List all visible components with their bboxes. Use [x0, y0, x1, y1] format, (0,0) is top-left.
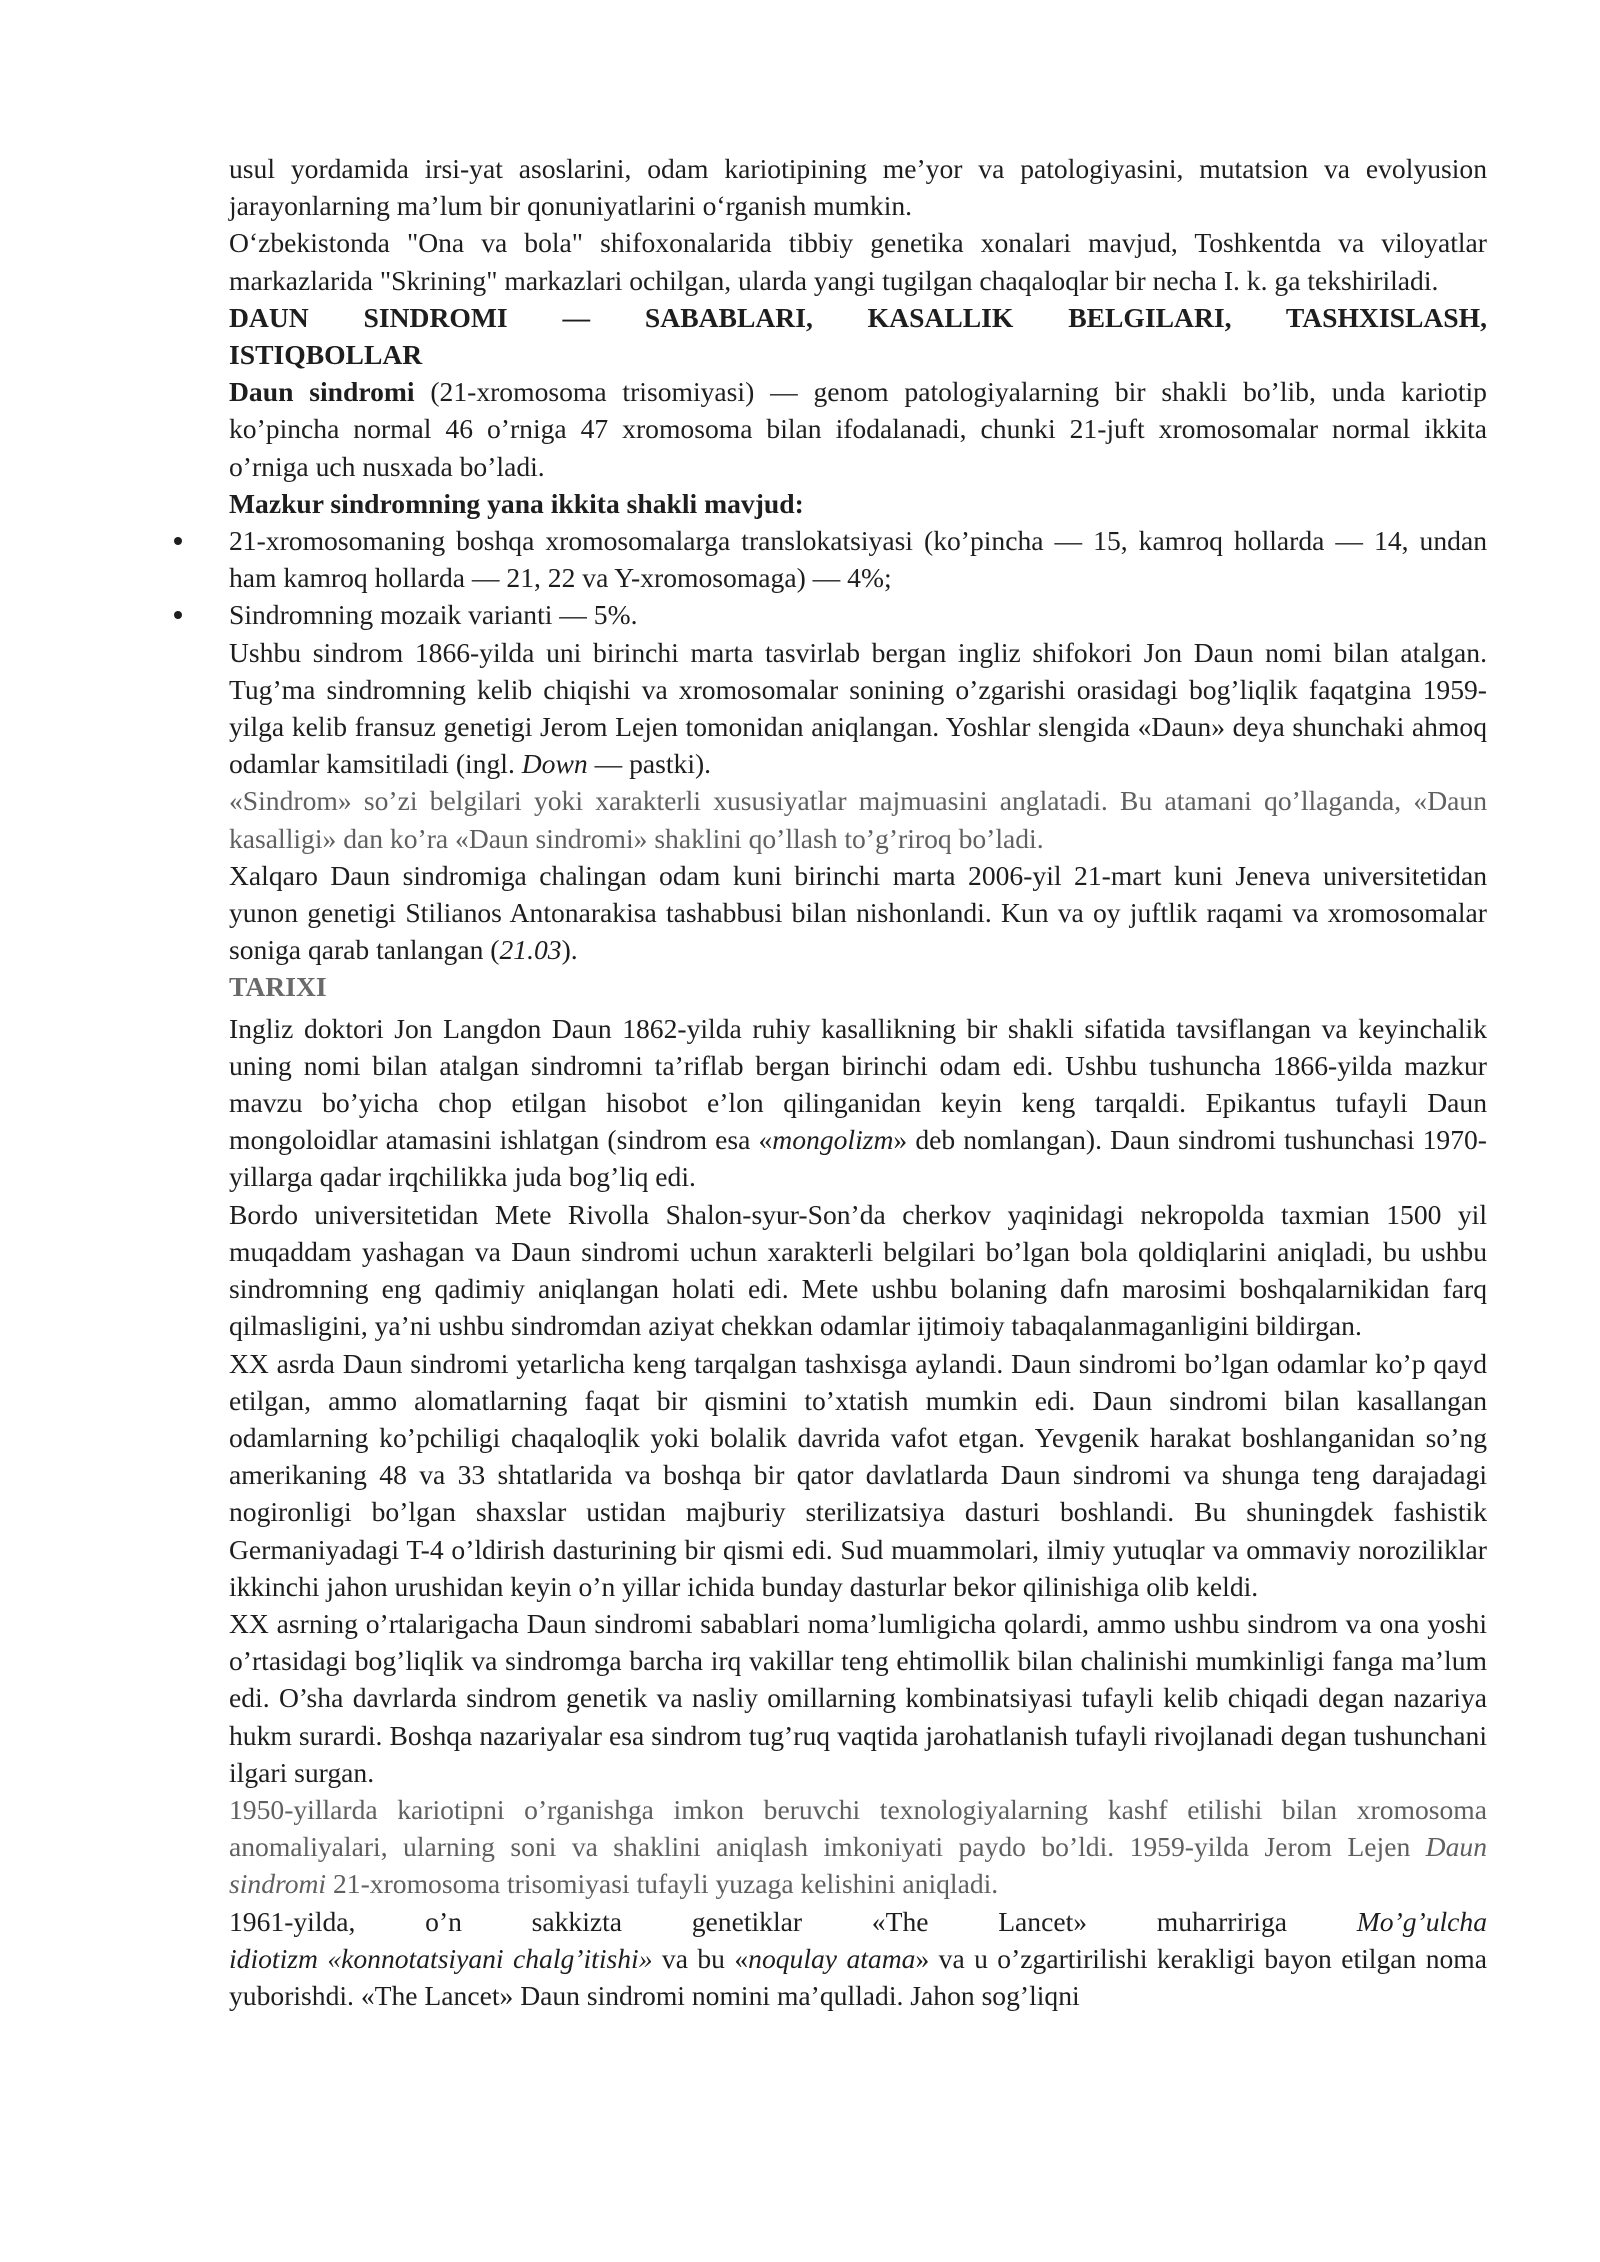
date-21-03: 21.03	[499, 934, 562, 966]
subheading-forms: Mazkur sindromning yana ikkita shakli mavjud:	[229, 487, 804, 519]
international-day-text-end: ).	[561, 934, 578, 966]
term-daun-sindromi: Daun sindromi	[229, 376, 415, 408]
paragraph-syndrome-term: «Sindrom» so’zi belgilari yoki xarakterli xususiyatlar majmuasini anglatadi. Bu atamani qo’llaganda, «Daun kasalligi» dan ko’ra «Daun sindromi» shaklini qo’llash to’g’riroq bo’ladi.	[229, 785, 1487, 854]
paragraph-history-5	[229, 1791, 1487, 1903]
history-5-text-end: 21-xromosoma trisomiyasi tufayli yuzaga kelishini aniqladi.	[326, 1868, 999, 1900]
bullet-icon	[174, 537, 182, 545]
definition-text: (21-xromosoma trisomiyasi) — genom patologiyalarning bir shakli bo’lib, unda kariotip ko’pincha normal 46 o’rniga 47 xromosoma bilan ifodalanadi, chunki 21-juft xromosomalar normal ikkita o’rniga uch nusxada bo’ladi.	[229, 376, 1487, 482]
term-noqulay-atama: noqulay atama	[748, 1942, 916, 1974]
term-mogulcha: Mo’g’ulcha	[1356, 1905, 1487, 1937]
history-5-text: 1950-yillarda kariotipni o’rganishga imkon beruvchi texnologiyalarning kashf etilishi bilan xromosoma anomaliyalari, ularning soni va shaklini aniqlash imkoniyati paydo bo’ldi. 1959-yilda Jerom Lejen	[229, 1793, 1487, 1863]
term-daun-sindromi-italic: Daun sindromi	[229, 1831, 1487, 1900]
naming-text: Ushbu sindrom 1866-yilda uni birinchi marta tasvirlab bergan ingliz shifokori Jon Daun nomi bilan atalgan. Tug’ma sindromning kelib chiqishi va xromosomalar sonining o’zgarishi orasidagi bog’liqlik faqatgina 1959-yilga kelib fransuz genetigi Jerom Lejen tomonidan aniqlangan. Yoshlar slengida «Daun» deya shunchaki ahmoq odamlar kamsitiladi (ingl.	[229, 636, 1487, 780]
naming-text-end: — pastki).	[587, 748, 712, 780]
forms-list	[229, 522, 1487, 634]
term-mongolizm: mongolizm	[772, 1124, 894, 1156]
section-heading: DAUN SINDROMI — SABABLARI, KASALLIK BELGILARI, TASHXISLASH, ISTIQBOLLAR	[229, 301, 1487, 371]
list-item-text: 21-xromosomaning boshqa xromosomalarga translokatsiyasi (ko’pincha — 15, kamroq hollarda — 14, undan ham kamroq hollarda — 21, 22 va Y-xromosomaga) — 4%;	[229, 525, 1487, 594]
paragraph-history-1	[229, 1010, 1487, 1196]
paragraph-history-2: Bordo universitetidan Mete Rivolla Shalon-syur-Son’da cherkov yaqinidagi nekropolda taxmian 1500 yil muqaddam yashagan va Daun sindromi uchun xarakterli belgilari bo’lgan bola qoldiqlarini aniqladi, bu ushbu sindromning eng qadimiy aniqlangan holati edi. Mete ushbu bolaning dafn marosimi boshqalarnikidan farq qilmasligini, ya’ni ushbu sindromdan aziyat chekkan odamlar ijtimoiy tabaqalanmaganligini bildirgan.	[229, 1198, 1487, 1342]
paragraph-history-4: XX asrning o’rtalarigacha Daun sindromi sabablari noma’lumligicha qolardi, ammo ushbu sindrom va ona yoshi o’rtasidagi bog’liqlik va sindromga barcha irq vakillar teng ehtimollik bilan chalinishi mumkinligi fanga ma’lum edi. O’sha davrlarda sindrom genetik va nasliy omillarning kombinatsiyasi tufayli kelib chiqadi degan nazariya hukm surardi. Boshqa nazariyalar esa sindrom tug’ruq vaqtida jarohatlanish tufayli rivojlanadi degan tushunchani ilgari surgan.	[229, 1607, 1487, 1788]
list-item-text: Sindromning mozaik varianti — 5%.	[229, 599, 638, 631]
paragraph-history-3: XX asrda Daun sindromi yetarlicha keng tarqalgan tashxisga aylandi. Daun sindromi bo’lgan odamlar ko’p qayd etilgan, ammo alomatlarning faqat bir qismini to’xtatish mumkin edi. Daun sindromi bilan kasallangan odamlarning ko’pchiligi chaqaloqlik yoki bolalik davrida vafot etgan. Yevgenik harakat boshlanganidan so’ng amerikaning 48 va 33 shtatlarida va boshqa bir qator davlatlarda Daun sindromi va shunga teng darajadagi nogironligi bo’lgan shaxslar ustidan majburiy sterilizatsiya dasturi boshlandi. Bu shuningdek fashistik Germaniyadagi T-4 o’ldirish dasturining bir qismi edi. Sud muammolari, ilmiy yutuqlar va ommaviy noroziliklar ikkinchi jahon urushidan keyin o’n yillar ichida bunday dasturlar bekor qilinishiga olib keldi.	[229, 1347, 1487, 1602]
paragraph-naming	[229, 634, 1487, 783]
international-day-text: Xalqaro Daun sindromiga chalingan odam kuni birinchi marta 2006-yil 21-mart kuni Jeneva universitetidan yunon genetigi Stilianos Antonarakisa tashabbusi bilan nishonlandi. Kun va oy juftlik raqami va xromosomalar soniga qarab tanlangan (	[229, 859, 1487, 966]
paragraph-uzbekistan-clinics: O‘zbekistonda "Ona va bola" shifoxonalarida tibbiy genetika xonalari mavjud, Toshkentda va viloyatlar markazlarida "Skrining" markazlari ochilgan, ularda yangi tugilgan chaqaloqlar bir necha I. k. ga tekshiriladi.	[229, 227, 1487, 296]
paragraph-definition	[229, 373, 1487, 485]
history-6-text: 1961-yilda, o’n sakkizta genetiklar «The Lancet» muharririga	[229, 1905, 1357, 1937]
document-page	[229, 150, 1487, 2014]
section-history-title: TARIXI	[229, 971, 327, 1003]
term-down: Down	[521, 748, 588, 780]
history-6-text-end: » va u o’zgartirilishi kerakligi bayon etilgan noma yuborishdi. «The Lancet» Daun sindromi nomini ma’qulladi. Jahon sog’liqni	[229, 1942, 1487, 2011]
history-1-text-end: » deb nomlangan). Daun sindromi tushunchasi 1970-yillarga qadar irqchilikka juda bog’liq edi.	[229, 1124, 1487, 1193]
bullet-icon	[174, 611, 182, 619]
paragraph-intro: usul yordamida irsi-yat asoslarini, odam kariotipining me’yor va patologiyasini, mutatsion va evolyusion jarayonlarning ma’lum bir qonuniyatlarini o‘rganish mumkin.	[229, 153, 1487, 222]
history-6-line-1	[229, 1903, 1487, 1940]
paragraph-history-6	[229, 1903, 1487, 2015]
history-1-text: Ingliz doktori Jon Langdon Daun 1862-yilda ruhiy kasallikning bir shakli sifatida tavsiflangan va keyinchalik uning nomi bilan atalgan sindromni ta’riflab bergan birinchi odam edi. Ushbu tushuncha 1866-yilda mazkur mavzu bo’yicha chop etilgan hisobot e’lon qilinganidan keyin keng tarqaldi. Epikantus tufayli Daun mongoloidlar atamasini ishlatgan (sindrom esa «	[229, 1012, 1487, 1156]
history-6-text-mid: va bu «	[652, 1942, 749, 1974]
list-item	[229, 522, 1487, 596]
term-idiotizm: idiotizm «konnotatsiyani chalg’itishi»	[229, 1942, 653, 1974]
list-item	[229, 596, 1487, 633]
paragraph-international-day	[229, 857, 1487, 969]
